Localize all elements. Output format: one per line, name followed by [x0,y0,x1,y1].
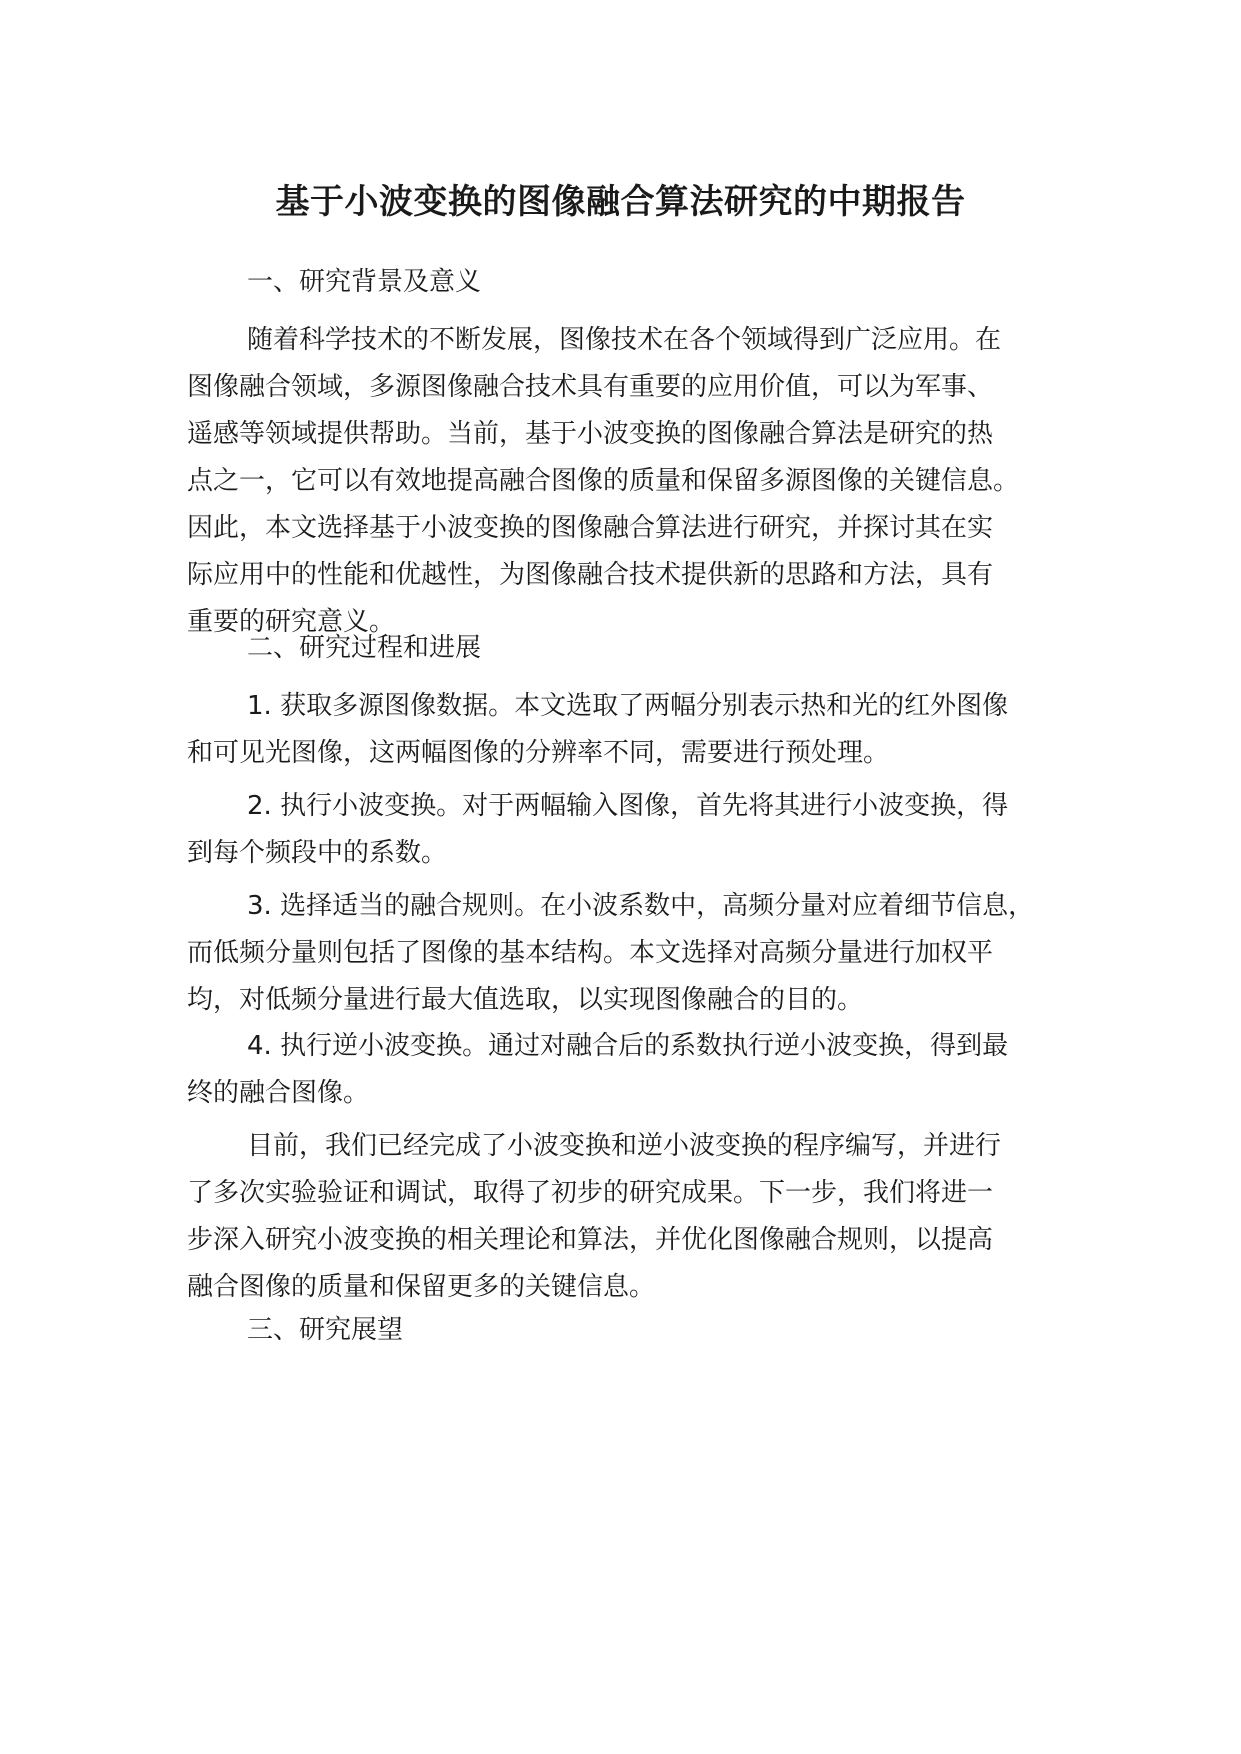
document-title: 基于小波变换的图像融合算法研究的中期报告 [275,182,966,222]
paragraph-line: 随着科学技术的不断发展，图像技术在各个领域得到广泛应用。在 [247,325,1002,355]
paragraph-line: 目前，我们已经完成了小波变换和逆小波变换的程序编写，并进行 [247,1131,1002,1161]
paragraph-line: 点之一，它可以有效地提高融合图像的质量和保留多源图像的关键信息。 [187,466,1020,496]
paragraph-line: 和可见光图像，这两幅图像的分辨率不同，需要进行预处理。 [187,738,890,768]
paragraph-line: 2. 执行小波变换。对于两幅输入图像，首先将其进行小波变换，得 [247,791,1009,821]
paragraph-line: 遥感等领域提供帮助。当前，基于小波变换的图像融合算法是研究的热 [187,419,994,449]
section-heading-background: 一、研究背景及意义 [247,267,482,297]
paragraph-step-4 [187,1023,1067,1117]
paragraph-line: 图像融合领域，多源图像融合技术具有重要的应用价值，可以为军事、 [187,372,994,402]
paragraph-background [187,317,1067,646]
paragraph-line: 而低频分量则包括了图像的基本结构。本文选择对高频分量进行加权平 [187,938,994,968]
paragraph-line: 融合图像的质量和保留更多的关键信息。 [187,1272,656,1302]
paragraph-line: 重要的研究意义。 [187,607,396,637]
paragraph-step-1 [187,683,1067,777]
paragraph-line: 3. 选择适当的融合规则。在小波系数中，高频分量对应着细节信息， [247,891,1035,921]
paragraph-line: 因此，本文选择基于小波变换的图像融合算法进行研究，并探讨其在实 [187,513,994,543]
paragraph-line: 际应用中的性能和优越性，为图像融合技术提供新的思路和方法，具有 [187,560,994,590]
paragraph-line: 4. 执行逆小波变换。通过对融合后的系数执行逆小波变换，得到最 [247,1031,1009,1061]
paragraph-line: 了多次实验验证和调试，取得了初步的研究成果。下一步，我们将进一 [187,1178,994,1208]
section-heading-outlook: 三、研究展望 [247,1315,404,1345]
paragraph-step-2 [187,783,1067,877]
paragraph-line: 步深入研究小波变换的相关理论和算法，并优化图像融合规则，以提高 [187,1225,994,1255]
paragraph-line: 终的融合图像。 [187,1078,370,1108]
paragraph-line: 1. 获取多源图像数据。本文选取了两幅分别表示热和光的红外图像 [247,691,1009,721]
paragraph-line: 均，对低频分量进行最大值选取，以实现图像融合的目的。 [187,985,864,1015]
paragraph-step-3 [187,883,1067,1024]
section-heading-progress: 二、研究过程和进展 [247,633,482,663]
paragraph-line: 到每个频段中的系数。 [187,838,448,868]
paragraph-current-status [187,1123,1067,1311]
